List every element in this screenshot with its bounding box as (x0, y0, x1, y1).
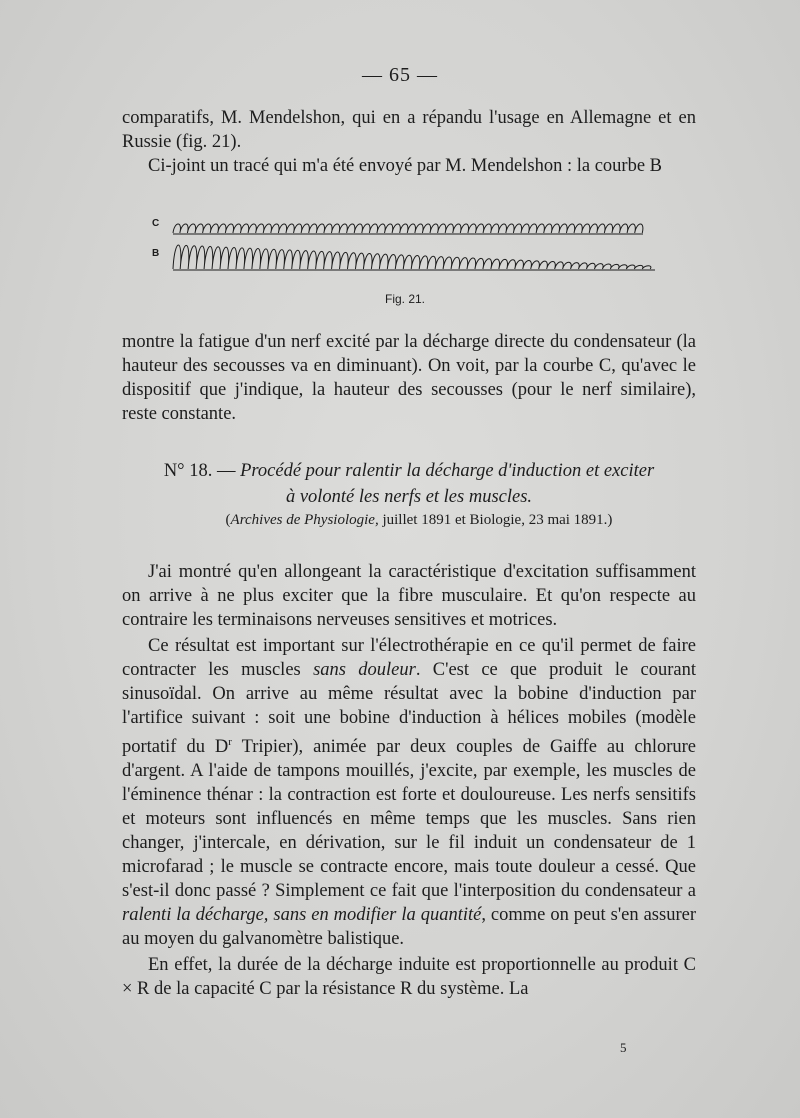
p2-part4: , comme on peut s'en assurer au moyen du galvanomètre balistique. (122, 905, 696, 950)
figure-caption: Fig. 21. (384, 292, 426, 306)
paragraph-1: J'ai montré qu'en allongeant la caractéristique d'excitation suffisamment on arrive à ne plus exciter que la fibre musculaire. Et qu'on respecte au contraire les terminaisons nerveuses sensitives et motrices. (122, 562, 696, 630)
intro-paragraph: comparatifs, M. Mendelshon, qui en a répandu l'usage en Allemagne et en Russie (fig. 21). (122, 108, 696, 152)
source-rest: juillet 1891 et Biologie, 23 mai 1891.) (378, 512, 613, 528)
source-journal: Archives de Physiologie, (230, 512, 379, 528)
section-title-line2: à volonté les nerfs et les muscles. (285, 487, 533, 507)
p2-sup: r (228, 736, 232, 748)
intro-paragraph-2: Ci-joint un tracé qui m'a été envoyé par M. Mendelshon : la courbe B (148, 156, 662, 176)
after-figure-text (122, 330, 696, 426)
curve-c-trace (173, 224, 643, 233)
paragraph-3: En effet, la durée de la décharge induite est proportionnelle au produit C × R de la capacité C par la résistance R du système. La (122, 955, 696, 1000)
p2-italic2: ralenti la décharge, sans en modifier la quantité (122, 905, 482, 926)
figure-traces (155, 223, 660, 283)
intro-text (122, 106, 696, 178)
page-number: — 65 — (362, 64, 438, 86)
section-heading (122, 458, 696, 510)
p2-part2: . C'est ce que produit le courant sinusoïdal. On arrive au même résultat avec la bobine d'induction par l'artifice suivant : soit une bobine d'induction à hélices mobiles (modèle portatif du D (122, 660, 697, 758)
after-figure-paragraph: montre la fatigue d'un nerf excité par la décharge directe du condensateur (la hauteur des secousses va en diminuant). On voit, par la courbe C, qu'avec le dispositif que j'indique, la hauteur des secousses (pour le nerf similaire), reste constante. (122, 332, 696, 424)
figure-21 (152, 218, 660, 283)
paragraph-2 (122, 634, 696, 951)
p2-italic1: sans douleur (313, 660, 416, 680)
p2-part3: Tripier), animée par deux couples de Gaiffe au chlorure d'argent. A l'aide de tampons mouillés, j'excite, par exemple, les muscles de l'éminence thénar : la contraction est forte et douloureuse. Les nerfs sensitifs et moteurs sont influencés en même temps que les muscles. Sans rien changer, j'intercale, en dérivation, sur le fil induit un condensateur de 1 microfarad ; le muscle se contracte encore, mais toute douleur a cessé. Que s'est-il donc passé ? Simplement ce fait que l'interposition du condensateur a (122, 737, 697, 902)
curve-b-label: B (152, 248, 160, 259)
curve-c-label: C (152, 218, 160, 229)
source-prefix: ( (225, 512, 231, 528)
section-title-line1: Procédé pour ralentir la décharge d'induction et exciter (240, 461, 655, 481)
body-text (122, 560, 696, 1001)
section-number: N° 18. — (163, 461, 236, 481)
signature-mark: 5 (620, 1040, 627, 1055)
section-source (122, 512, 696, 529)
p2-part1: Ce résultat est important sur l'électrothérapie en ce qu'il permet de faire contracter les muscles (122, 636, 696, 680)
curve-b-trace (173, 245, 651, 269)
